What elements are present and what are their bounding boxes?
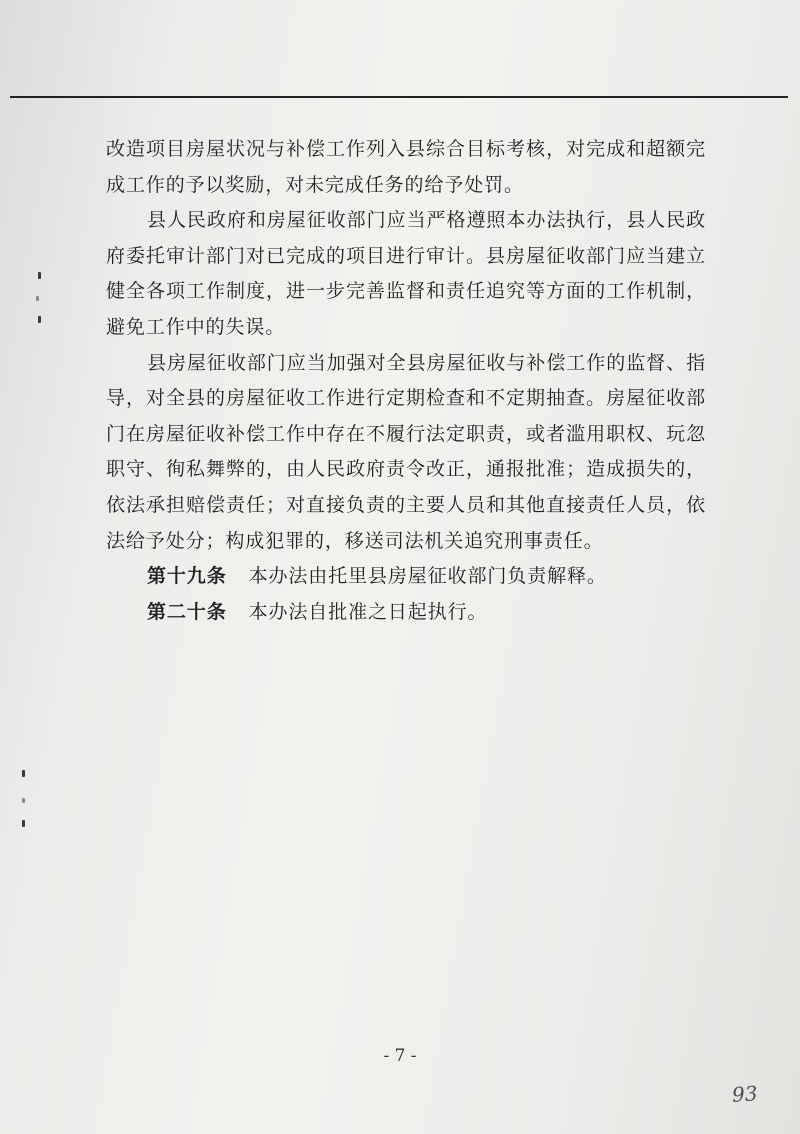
binding-hole-mark [38, 272, 41, 279]
article-text: 本办法由托里县房屋征收部门负责解释。 [248, 565, 607, 588]
binding-hole-mark [36, 296, 39, 301]
paragraph-accountability: 县房屋征收部门应当加强对全县房屋征收与补偿工作的监督、指导，对全县的房屋征收工作进行定期检查和不定期抽查。房屋征收部门在房屋征收补偿工作中存在不履行法定职责，或者滥用职权、玩忽职守、徇私舞弊的，由人民政府责令改正，通报批准；造成损失的，依法承担赔偿责任；对直接负责的主要人员和其他直接责任人员，依法给予处分；构成犯罪的，移送司法机关追究刑事责任。 [106, 351, 706, 552]
article-twenty [106, 595, 706, 631]
article-nineteen [106, 559, 706, 595]
binding-hole-mark [22, 770, 25, 777]
header-rule [10, 96, 788, 98]
article-label: 第十九条 [147, 565, 227, 588]
binding-hole-mark [22, 820, 25, 827]
document-body [106, 132, 706, 630]
handwritten-page-number: 93 [731, 1081, 759, 1107]
paragraph-continuation: 改造项目房屋状况与补偿工作列入县综合目标考核，对完成和超额完成工作的予以奖励，对未完成任务的给予处罚。 [106, 138, 706, 196]
binding-hole-mark [22, 798, 25, 803]
article-text: 本办法自批准之日起执行。 [248, 600, 488, 623]
binding-hole-mark [38, 316, 41, 323]
article-label: 第二十条 [147, 600, 227, 623]
paragraph-audit-supervision: 县人民政府和房屋征收部门应当严格遵照本办法执行，县人民政府委托审计部门对已完成的项目进行审计。县房屋征收部门应当建立健全各项工作制度，进一步完善监督和责任追究等方面的工作机制，避免工作中的失误。 [106, 209, 706, 338]
page-number: - 7 - [383, 1046, 417, 1066]
